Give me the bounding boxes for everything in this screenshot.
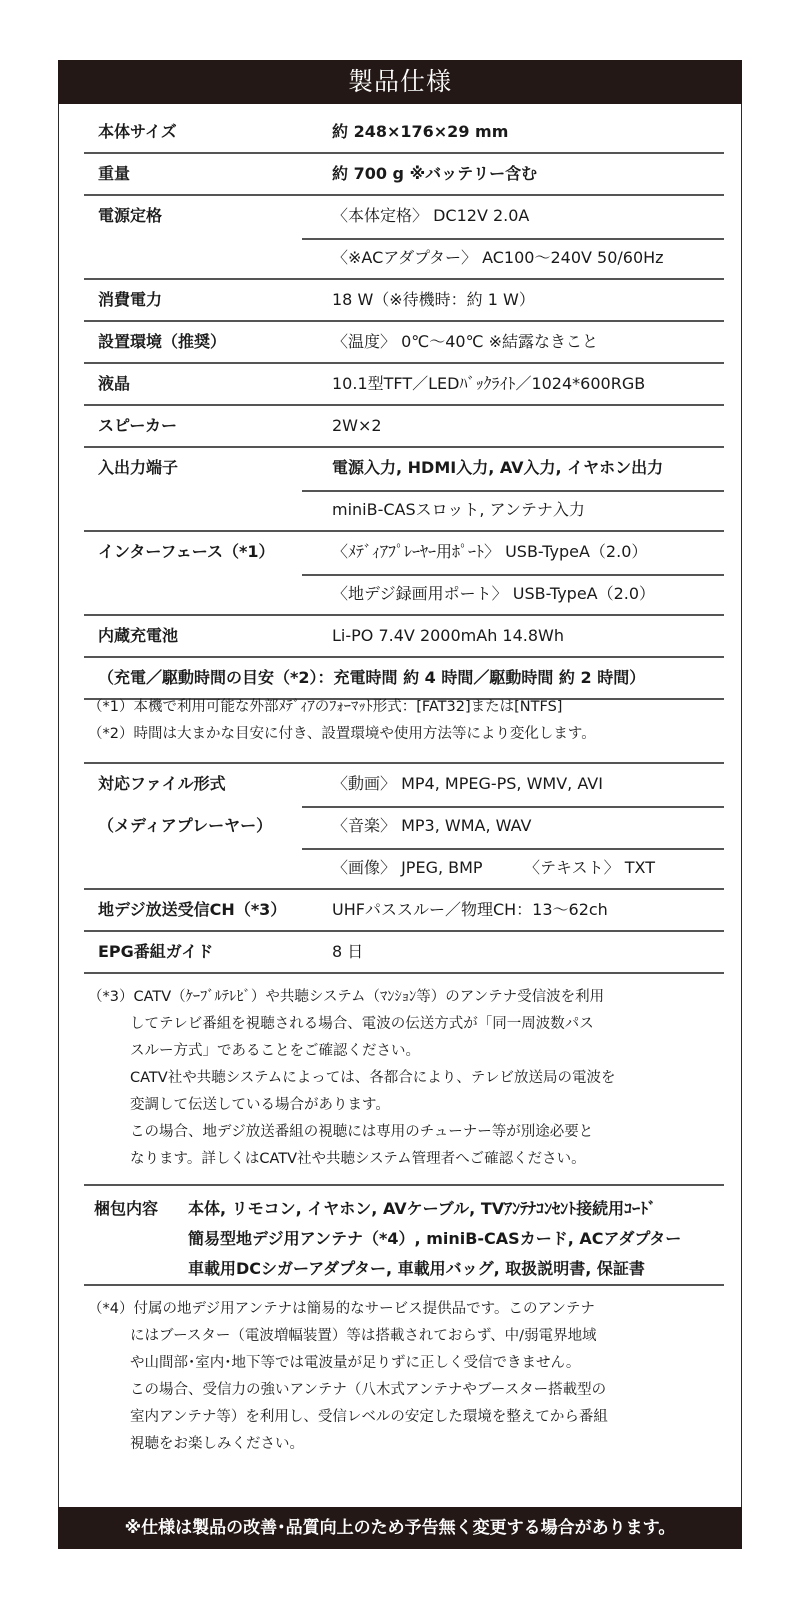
spec-label: 重量 bbox=[98, 164, 131, 183]
spec-row-weight bbox=[84, 154, 724, 196]
spec-row-power bbox=[84, 196, 724, 238]
spec-row-io-2 bbox=[84, 490, 724, 532]
spec-value: 〈温度〉 0℃～40℃ ※結露なきこと bbox=[332, 332, 599, 351]
spec-label: 内蔵充電池 bbox=[98, 626, 179, 645]
spec-value: 〈音楽〉 MP3, WMA, WAV bbox=[332, 816, 532, 835]
spec-row-media-video bbox=[84, 764, 724, 806]
note-line: スルー方式」であることをご確認ください。 bbox=[130, 1043, 420, 1059]
spec-label: 本体サイズ bbox=[98, 122, 177, 141]
package-line: 簡易型地デジ用アンテナ（*4）, miniB-CASカード, ACアダプター bbox=[188, 1229, 682, 1248]
note-line: 変調して伝送している場合があります。 bbox=[130, 1097, 390, 1113]
spec-table-2 bbox=[84, 762, 724, 974]
package-line: 本体, リモコン, イヤホン, AVケーブル, TVｱﾝﾃﾅｺﾝｾﾝﾄ接続用ｺｰﾄﾞ bbox=[188, 1199, 657, 1218]
spec-row-media-image bbox=[84, 848, 724, 890]
charge-time-text: （充電／駆動時間の目安（*2）：充電時間 約 4 時間／駆動時間 約 2 時間） bbox=[98, 668, 646, 687]
note-line: や山間部･室内･地下等では電波量が足りずに正しく受信できません。 bbox=[130, 1355, 581, 1371]
spec-value: miniB-CASスロット, アンテナ入力 bbox=[332, 500, 585, 519]
note-line: この場合、受信力の強いアンテナ（八木式アンテナやブースター搭載型の bbox=[130, 1382, 607, 1398]
page-title: 製品仕様 bbox=[58, 60, 742, 104]
spec-value: 約 248×176×29 mm bbox=[332, 122, 509, 141]
spec-value: 〈動画〉 MP4, MPEG-PS, WMV, AVI bbox=[332, 774, 603, 793]
note-line: 室内アンテナ等）を利用し、受信レベルの安定した環境を整えてから番組 bbox=[130, 1409, 608, 1425]
spec-row-channel bbox=[84, 890, 724, 932]
spec-label: 入出力端子 bbox=[98, 458, 179, 477]
spec-label: 設置環境（推奨） bbox=[98, 332, 227, 351]
spec-row-power-adapter bbox=[84, 238, 724, 280]
spec-row-lcd bbox=[84, 364, 724, 406]
spec-value: UHFパススルー／物理CH：13～62ch bbox=[332, 900, 608, 919]
note-line: してテレビ番組を視聴される場合、電波の伝送方式が「同一周波数パス bbox=[130, 1016, 594, 1032]
note-line: （*1）本機で利用可能な外部ﾒﾃﾞｨｱのﾌｫｰﾏｯﾄ形式：[FAT32]または[NTFS] bbox=[88, 699, 563, 715]
spec-label: 液晶 bbox=[98, 374, 131, 393]
spec-value: 電源入力, HDMI入力, AV入力, イヤホン出力 bbox=[332, 458, 664, 477]
spec-row-speaker bbox=[84, 406, 724, 448]
spec-value: 〈テキスト〉 TXT bbox=[524, 858, 655, 877]
spec-value: 〈地デジ録画用ポート〉 USB-TypeA（2.0） bbox=[332, 584, 656, 603]
note-line: （*3）CATV（ｹｰﾌﾞﾙﾃﾚﾋﾞ）や共聴システム（ﾏﾝｼｮﾝ等）のアンテナ受信波を利用 bbox=[88, 989, 605, 1005]
note-line: この場合、地デジ放送番組の視聴には専用のチューナー等が別途必要と bbox=[130, 1124, 594, 1140]
note-line: にはブースター（電波増幅装置）等は搭載されておらず、中/弱電界地域 bbox=[130, 1328, 597, 1344]
spec-value: 8 日 bbox=[332, 942, 364, 961]
spec-value: 10.1型TFT／LEDﾊﾞｯｸﾗｲﾄ／1024*600RGB bbox=[332, 374, 646, 393]
spec-label: 地デジ放送受信CH（*3） bbox=[98, 900, 287, 919]
note-line: 視聴をお楽しみください。 bbox=[130, 1436, 304, 1452]
spec-value: 〈本体定格〉 DC12V 2.0A bbox=[332, 206, 530, 225]
spec-label: 消費電力 bbox=[98, 290, 163, 309]
spec-row-interface-2 bbox=[84, 574, 724, 616]
spec-label: スピーカー bbox=[98, 416, 178, 435]
spec-label: インターフェース（*1） bbox=[98, 542, 275, 561]
spec-row-consumption bbox=[84, 280, 724, 322]
spec-label: （メディアプレーヤー） bbox=[98, 816, 273, 835]
spec-row-size bbox=[84, 112, 724, 154]
spec-value: 〈画像〉 JPEG, BMP bbox=[332, 858, 483, 877]
spec-value: 〈※ACアダプター〉 AC100～240V 50/60Hz bbox=[332, 248, 664, 267]
notes-4 bbox=[88, 1296, 708, 1458]
package-line: 車載用DCシガーアダプター, 車載用バッグ, 取扱説明書, 保証書 bbox=[188, 1259, 645, 1278]
package-contents bbox=[84, 1184, 724, 1286]
note-line: なります。詳しくはCATV社や共聴システム管理者へご確認ください。 bbox=[130, 1151, 586, 1167]
spec-value: 18 W（※待機時：約 1 W） bbox=[332, 290, 535, 309]
spec-value: Li-PO 7.4V 2000mAh 14.8Wh bbox=[332, 626, 564, 645]
spec-label: 電源定格 bbox=[98, 206, 163, 225]
spec-row-media-audio bbox=[84, 806, 724, 848]
spec-value: 約 700 g ※バッテリー含む bbox=[332, 164, 538, 183]
package-label: 梱包内容 bbox=[94, 1199, 159, 1218]
spec-value: 〈ﾒﾃﾞｨｱﾌﾟﾚｰﾔｰ用ﾎﾟｰﾄ〉 USB-TypeA（2.0） bbox=[332, 542, 648, 561]
spec-value: 2W×2 bbox=[332, 416, 382, 435]
spec-row-io bbox=[84, 448, 724, 490]
spec-label: EPG番組ガイド bbox=[98, 942, 214, 961]
note-line: （*4）付属の地デジ用アンテナは簡易的なサービス提供品です。このアンテナ bbox=[88, 1301, 595, 1317]
spec-row-epg bbox=[84, 932, 724, 974]
note-line: （*2）時間は大まかな目安に付き、設置環境や使用方法等により変化します。 bbox=[88, 726, 596, 742]
spec-row-battery bbox=[84, 616, 724, 658]
spec-table bbox=[84, 112, 724, 700]
spec-row-environment bbox=[84, 322, 724, 364]
notes-1 bbox=[88, 694, 708, 748]
footer-notice: ※仕様は製品の改善･品質向上のため予告無く変更する場合があります。 bbox=[58, 1507, 742, 1549]
spec-label: 対応ファイル形式 bbox=[98, 774, 226, 793]
note-line: CATV社や共聴システムによっては、各都合により、テレビ放送局の電波を bbox=[130, 1070, 616, 1086]
notes-3 bbox=[88, 984, 708, 1173]
spec-row-interface bbox=[84, 532, 724, 574]
